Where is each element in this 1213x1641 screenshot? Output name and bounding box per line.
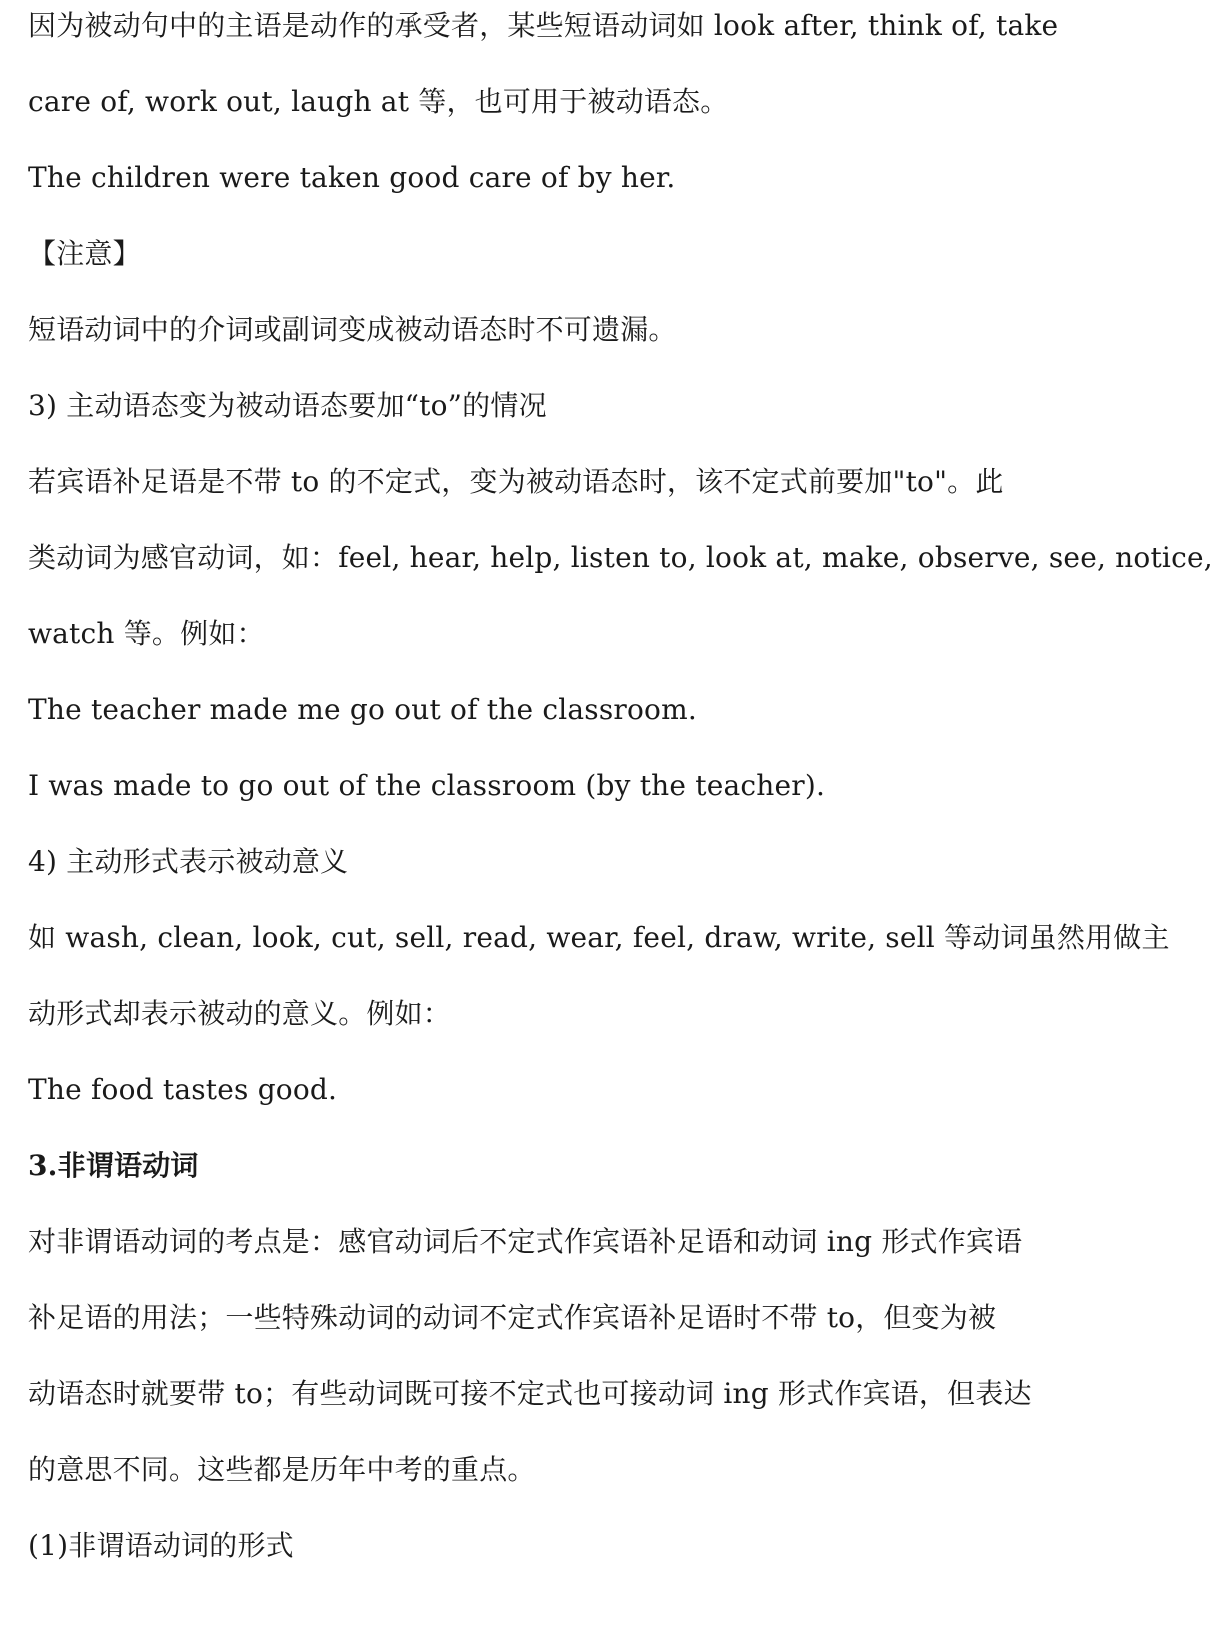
paragraph-line-5: watch 等。例如： bbox=[28, 617, 265, 650]
example-sentence-4: The food tastes good. bbox=[28, 1073, 338, 1106]
paragraph-line-3: 若宾语补足语是不带 to 的不定式，变为被动语态时，该不定式前要加"to"。此 bbox=[28, 465, 1004, 498]
paragraph-line-1: 因为被动句中的主语是动作的承受者，某些短语动词如 look after, think of, take bbox=[28, 9, 1059, 42]
paragraph-line-10: 动语态时就要带 to；有些动词既可接不定式也可接动词 ing 形式作宾语，但表达 bbox=[28, 1377, 1032, 1410]
paragraph-line-11: 的意思不同。这些都是历年中考的重点。 bbox=[28, 1453, 536, 1486]
paragraph-line-7: 动形式却表示被动的意义。例如： bbox=[28, 997, 452, 1030]
note-text: 短语动词中的介词或副词变成被动语态时不可遗漏。 bbox=[28, 313, 677, 346]
example-sentence-1: The children were taken good care of by her. bbox=[28, 161, 676, 194]
example-sentence-2: The teacher made me go out of the classroom. bbox=[28, 693, 697, 726]
paragraph-line-6: 如 wash, clean, look, cut, sell, read, wear, feel, draw, write, sell 等动词虽然用做主 bbox=[28, 921, 1170, 954]
paragraph-line-8: 对非谓语动词的考点是：感官动词后不定式作宾语补足语和动词 ing 形式作宾语 bbox=[28, 1225, 1023, 1258]
main-heading-3: 3.非谓语动词 bbox=[28, 1149, 199, 1182]
subsection-heading-1: (1)非谓语动词的形式 bbox=[28, 1529, 294, 1562]
example-sentence-3: I was made to go out of the classroom (by the teacher). bbox=[28, 769, 826, 802]
note-heading: 【注意】 bbox=[28, 237, 141, 270]
section-heading-3: 3) 主动语态变为被动语态要加“to”的情况 bbox=[28, 389, 547, 422]
paragraph-line-4: 类动词为感官动词，如：feel, hear, help, listen to, look at, make, observe, see, notice, bbox=[28, 541, 1213, 574]
paragraph-line-2: care of, work out, laugh at 等，也可用于被动语态。 bbox=[28, 85, 729, 118]
section-heading-4: 4) 主动形式表示被动意义 bbox=[28, 845, 349, 878]
paragraph-line-9: 补足语的用法；一些特殊动词的动词不定式作宾语补足语时不带 to，但变为被 bbox=[28, 1301, 997, 1334]
